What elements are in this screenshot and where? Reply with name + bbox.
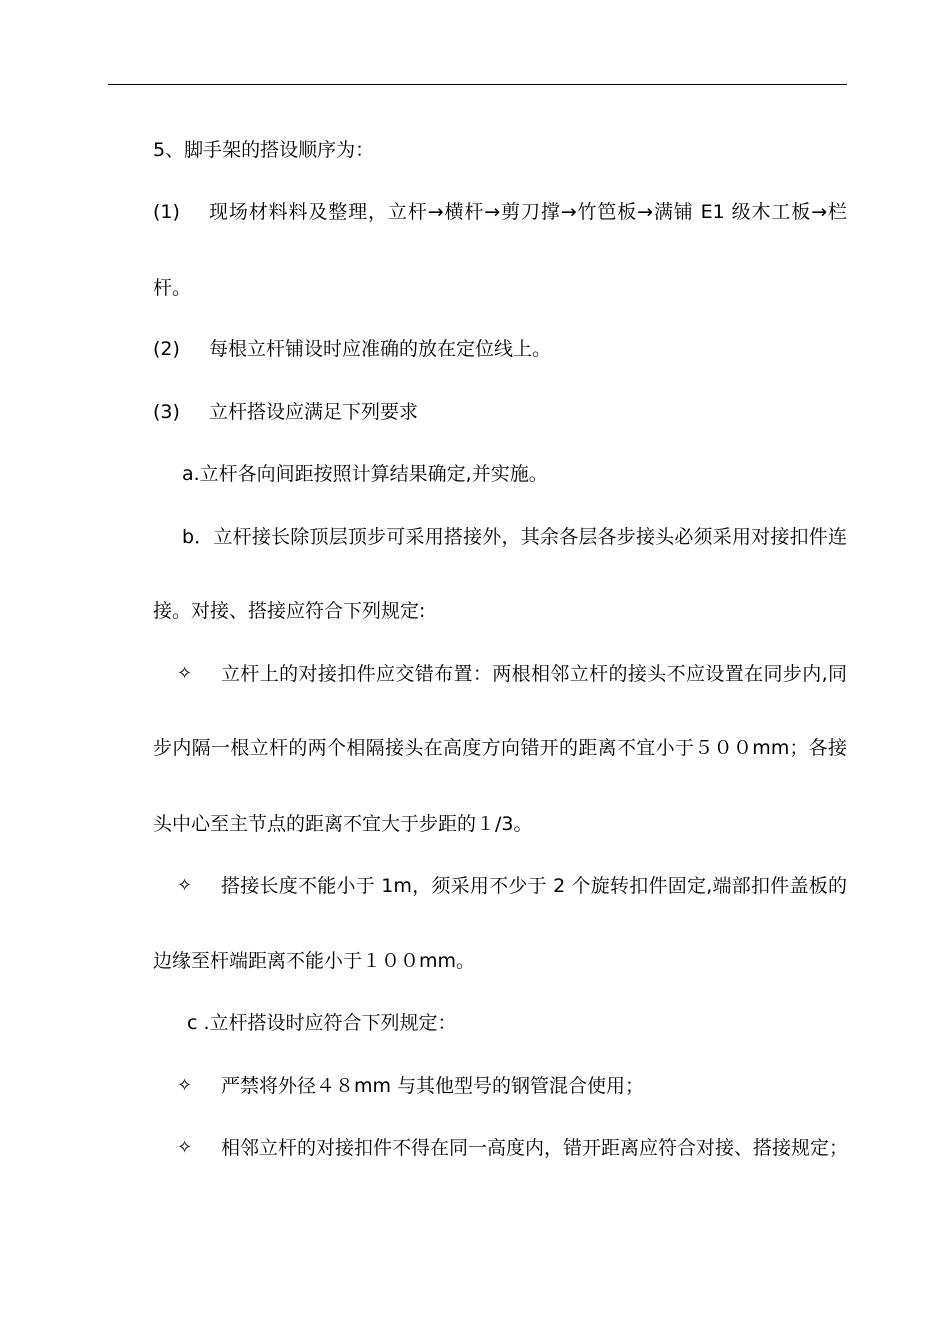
bullet-icon: ✧	[177, 1075, 193, 1096]
sub-item-b-line-1: b．立杆接长除顶层顶步可采用搭接外，其余各层各步接头必须采用对接扣件连	[182, 526, 847, 548]
sub-item-c: c .立杆搭设时应符合下列规定：	[187, 1012, 457, 1034]
item-number-2: (2)	[153, 338, 180, 360]
item-number-3: (3)	[153, 401, 180, 423]
bullet-3-text: 严禁将外径４８mm 与其他型号的钢管混合使用；	[221, 1075, 645, 1097]
bullet-icon: ✧	[177, 1137, 193, 1158]
bullet-4-text: 相邻立杆的对接扣件不得在同一高度内，错开距离应符合对接、搭接规定；	[221, 1137, 849, 1159]
item-number-1: (1)	[153, 201, 180, 223]
item-text-2: 每根立杆铺设时应准确的放在定位线上。	[209, 338, 552, 360]
bullet-icon: ✧	[177, 663, 193, 684]
bullet-icon: ✧	[177, 875, 193, 896]
bullet-1-line-1: 立杆上的对接扣件应交错布置：两根相邻立杆的接头不应设置在同步内,同	[221, 663, 847, 685]
bullet-2-line-1: 搭接长度不能小于 1m，须采用不少于 2 个旋转扣件固定,端部扣件盖板的	[221, 875, 847, 897]
item-text-1: 现场材料料及整理，立杆→横杆→剪刀撑→竹笆板→满铺 E1 级木工板→栏	[209, 201, 847, 223]
header-rule	[108, 84, 847, 85]
section-heading: 5、脚手架的搭设顺序为：	[153, 139, 375, 161]
bullet-1-line-2: 步内隔一根立杆的两个相隔接头在高度方向错开的距离不宜小于５００mm；各接	[153, 737, 847, 759]
item-text-3: 立杆搭设应满足下列要求	[209, 401, 419, 423]
bullet-2-line-2: 边缘至杆端距离不能小于１００mm。	[153, 950, 476, 972]
sub-item-a: a.立杆各向间距按照计算结果确定,并实施。	[182, 463, 548, 485]
item-text-1-continued: 杆。	[153, 277, 192, 299]
sub-item-b-line-2: 接。对接、搭接应符合下列规定:	[153, 600, 426, 622]
bullet-1-line-3: 头中心至主节点的距离不宜大于步距的１/3。	[153, 813, 533, 835]
